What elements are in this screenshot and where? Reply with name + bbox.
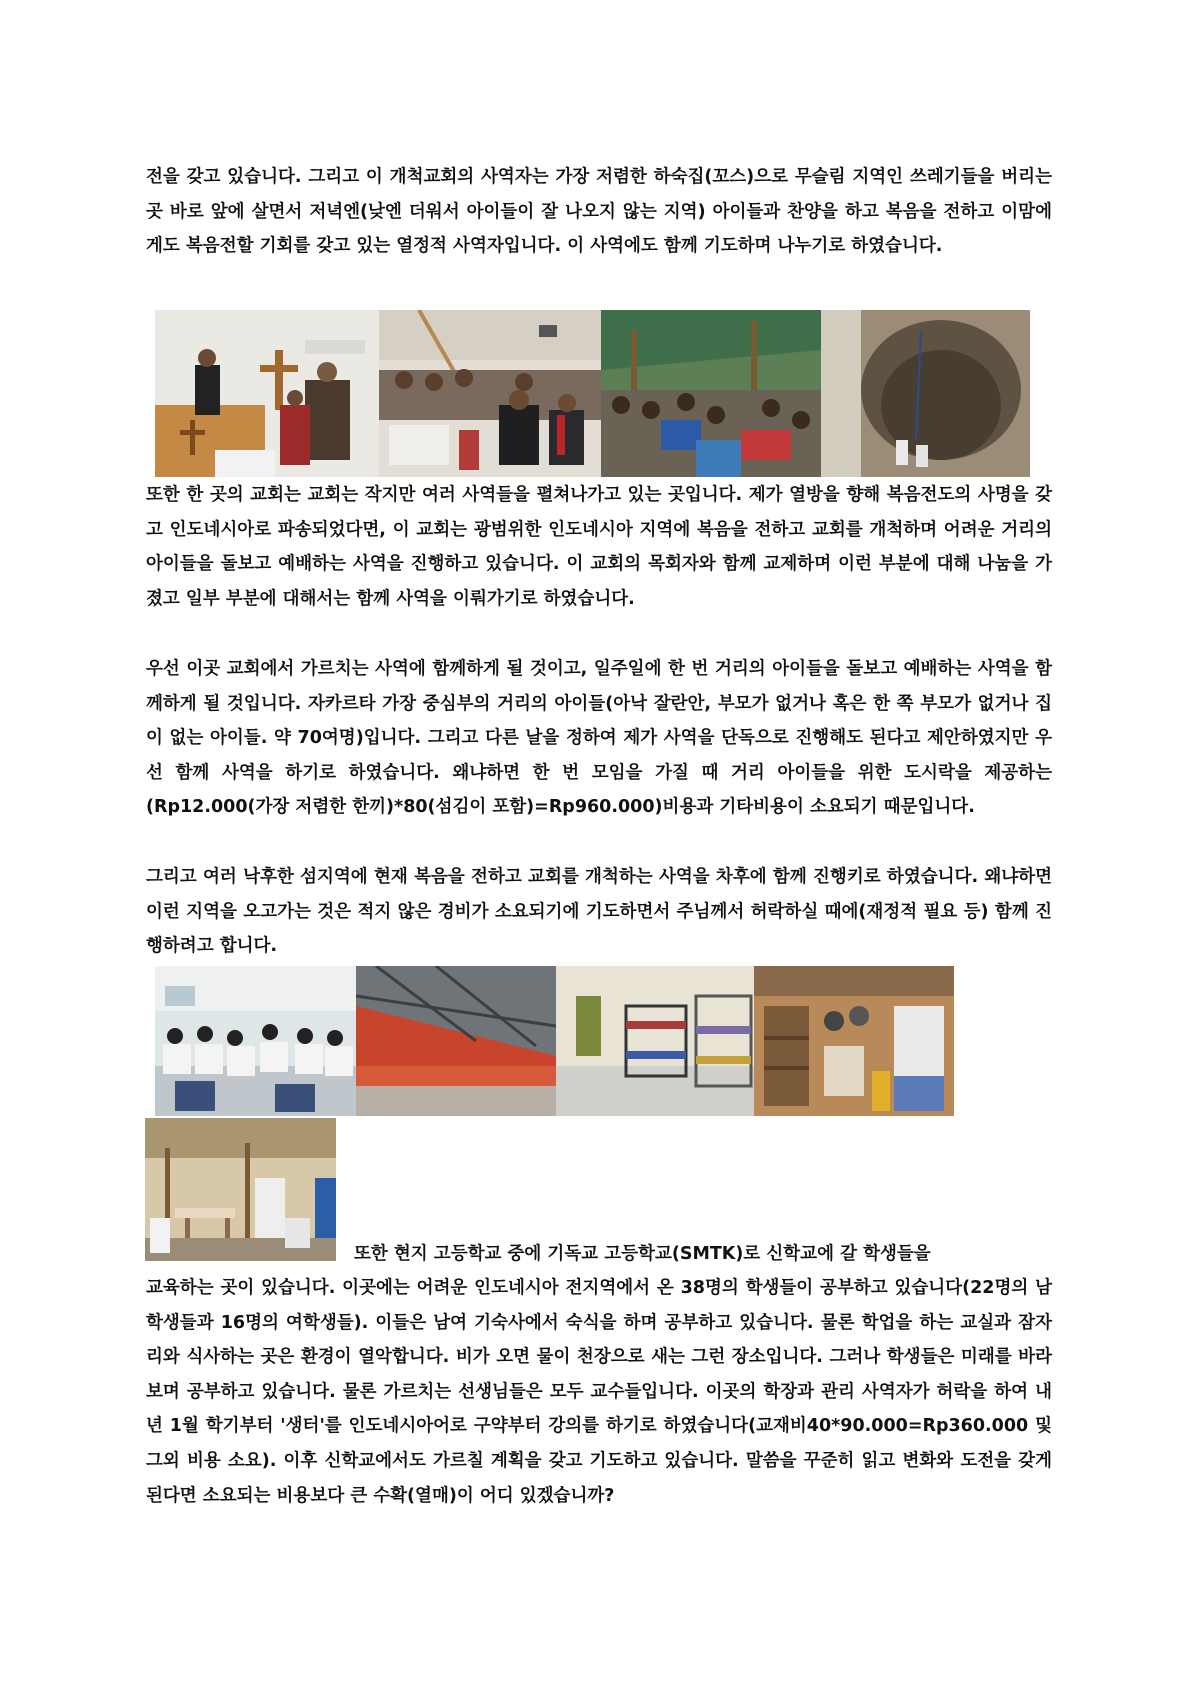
paragraph-church-worker: 전을 갖고 있습니다. 그리고 이 개척교회의 사역자는 가장 저렴한 하숙집(꼬스)으로 무슬림 지역인 쓰레기들을 버리는 곳 바로 앞에 살면서 저녁엔(낮엔 더워서 아이들이 잘 나오지 않는 지역) 아이들과 찬양을 하고 복음을 전하고 이맘에게도 복음전할 기회를 갖고 있는 열정적 사역자입니다. 이 사역에도 함께 기도하며 나누기로 하였습니다.: [146, 167, 1052, 257]
photo-dug-pit: [821, 310, 1030, 477]
paragraph-smtk-school: 교육하는 곳이 있습니다. 이곳에는 어려운 인도네시아 전지역에서 온 38명의 학생들이 공부하고 있습니다(22명의 남학생들과 16명의 여학생들). 이들은 남여 기숙사에서 숙식을 하며 공부하고 있습니다. 물론 학업을 하는 교실과 잠자리와 식사하는 곳은 환경이 열악합니다. 비가 오면 물이 천장으로 새는 그런 장소입니다. 그러나 학생들은 미래를 바라보며 공부하고 있습니다. 물론 가르치는 선생님들은 모두 교수들입니다. 이곳의 학장과 관리 사역자가 허락을 하여 내년 1월 학기부터 '생터'를 인도네시아어로 구약부터 강의를 하기로 하였습니다(교재비40*90.000=Rp360.000 및 그외 비용 소요). 이후 신학교에서도 가르칠 계획을 갖고 기도하고 있습니다. 말씀을 꾸준히 읽고 변화와 도전을 갖게 된다면 소요되는 비용보다 큰 수확(열매)이 어디 있겠습니까?: [146, 1278, 1052, 1506]
paragraph-island-regions: 그리고 여러 낙후한 섬지역에 현재 복음을 전하고 교회를 개척하는 사역을 차후에 함께 진행키로 하였습니다. 왜냐하면 이런 지역을 오고가는 것은 적지 않은 경비가 소요되기에 기도하면서 주님께서 허락하실 때에(재정적 필요 등) 함께 진행하려고 합니다.: [146, 867, 1052, 957]
photo-leaking-ceiling: [356, 966, 556, 1116]
photo-outdoor-gathering: [601, 310, 821, 477]
photo-congregation-seated: [379, 310, 601, 477]
paragraph-smtk-first-line: 또한 현지 고등학교 중에 기독교 고등학교(SMTK)로 신학교에 갈 학생들을: [354, 1244, 931, 1264]
photo-dining-room: [145, 1118, 336, 1261]
photo-church-altar: [155, 310, 379, 477]
photo-dormitory-bunks: [556, 966, 754, 1116]
photo-classroom-students: [155, 966, 356, 1116]
paragraph-small-church: 또한 한 곳의 교회는 교회는 작지만 여러 사역들을 펼쳐나가고 있는 곳입니다. 제가 열방을 향해 복음전도의 사명을 갖고 인도네시아로 파송되었다면, 이 교회는 광범위한 인도네시아 지역에 복음을 전하고 교회를 개척하며 어려운 거리의 아이들을 돌보고 예배하는 사역을 진행하고 있습니다. 이 교회의 목회자와 함께 교제하며 이런 부분에 대해 나눔을 가졌고 일부 부분에 대해서는 함께 사역을 이뤄가기로 하였습니다.: [146, 485, 1052, 609]
photo-kitchen-shelves: [754, 966, 954, 1116]
paragraph-street-children: 우선 이곳 교회에서 가르치는 사역에 함께하게 될 것이고, 일주일에 한 번 거리의 아이들을 돌보고 예배하는 사역을 함께하게 될 것입니다. 자카르타 가장 중심부의 거리의 아이들(아낙 잘란안, 부모가 없거나 혹은 한 쪽 부모가 없거나 집이 없는 아이들. 약 70여명)입니다. 그리고 다른 날을 정하여 제가 사역을 단독으로 진행해도 된다고 제안하였지만 우선 함께 사역을 하기로 하였습니다. 왜냐하면 한 번 모임을 가질 때 거리 아이들을 위한 도시락을 제공하는(Rp12.000(가장 저렴한 한끼)*80(섬김이 포함)=Rp960.000)비용과 기타비용이 소요되기 때문입니다.: [146, 659, 1052, 818]
